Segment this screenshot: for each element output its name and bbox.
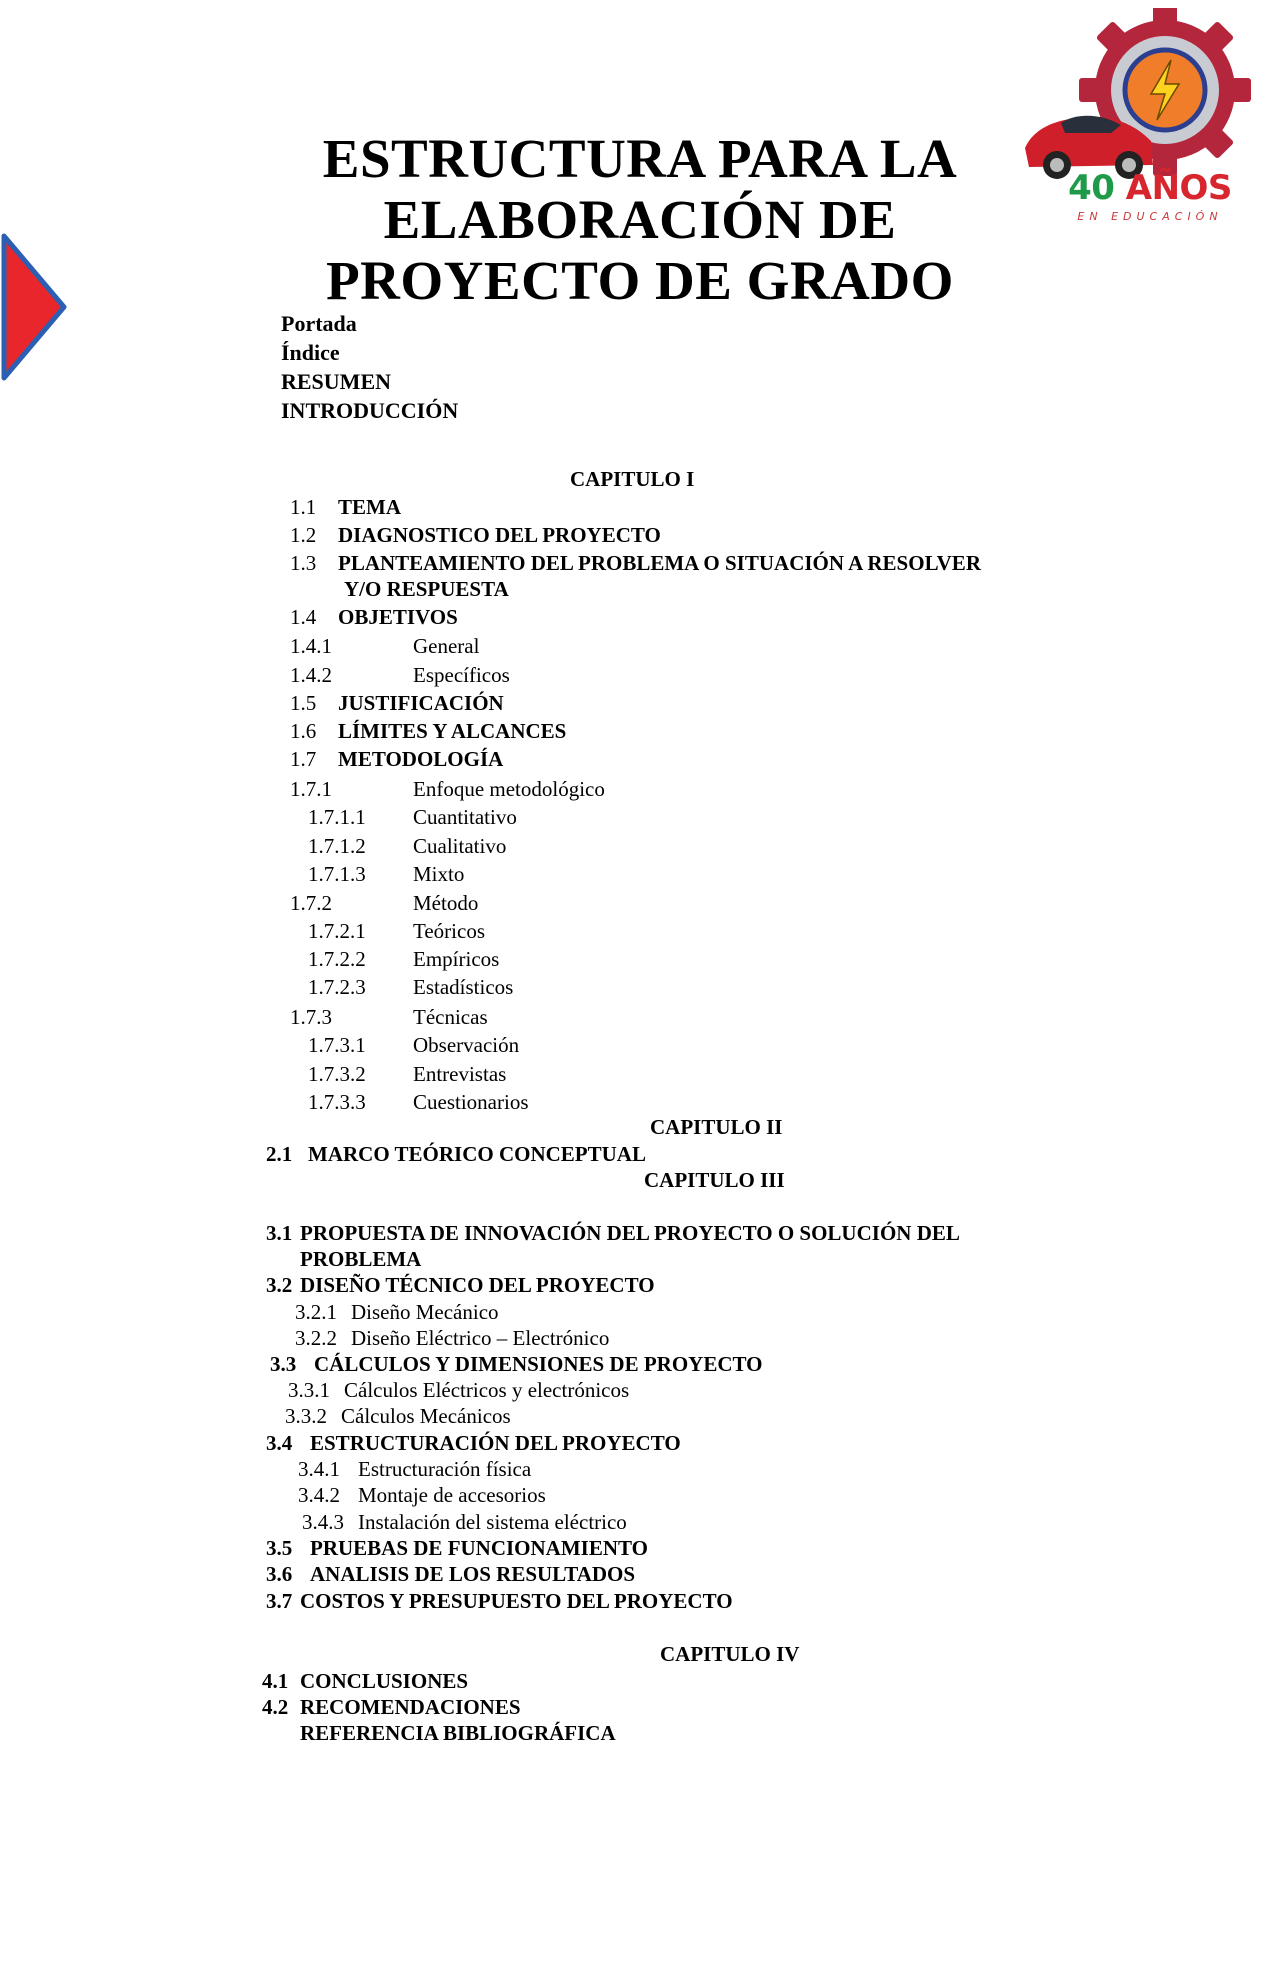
front-matter-portada: Portada [281,311,357,336]
page-title [240,128,1040,311]
front-matter-introduccion: INTRODUCCIÓN [281,398,459,423]
title-line: ESTRUCTURA PARA LA [322,128,958,189]
title-line: ELABORACIÓN DE [383,189,897,250]
chapter-4-heading: CAPITULO IV [660,1642,800,1666]
toc-item-bibliography: REFERENCIA BIBLIOGRÁFICA [300,1721,616,1745]
toc-item-continuation: Y/O RESPUESTA [344,577,509,601]
chapter-2-heading: CAPITULO II [650,1115,783,1139]
front-matter-indice: Índice [281,340,340,365]
red-arrow-shape [0,232,70,382]
logo-subtitle: EN EDUCACIÓN [1077,210,1223,223]
front-matter-resumen: RESUMEN [281,369,392,394]
title-line: PROYECTO DE GRADO [326,250,954,311]
chapter-3-heading: CAPITULO III [644,1168,785,1192]
logo-years-text: 40 AÑOS [1068,168,1232,208]
chapter-1-heading: CAPITULO I [570,467,695,491]
toc-item-continuation: PROBLEMA [300,1247,422,1271]
